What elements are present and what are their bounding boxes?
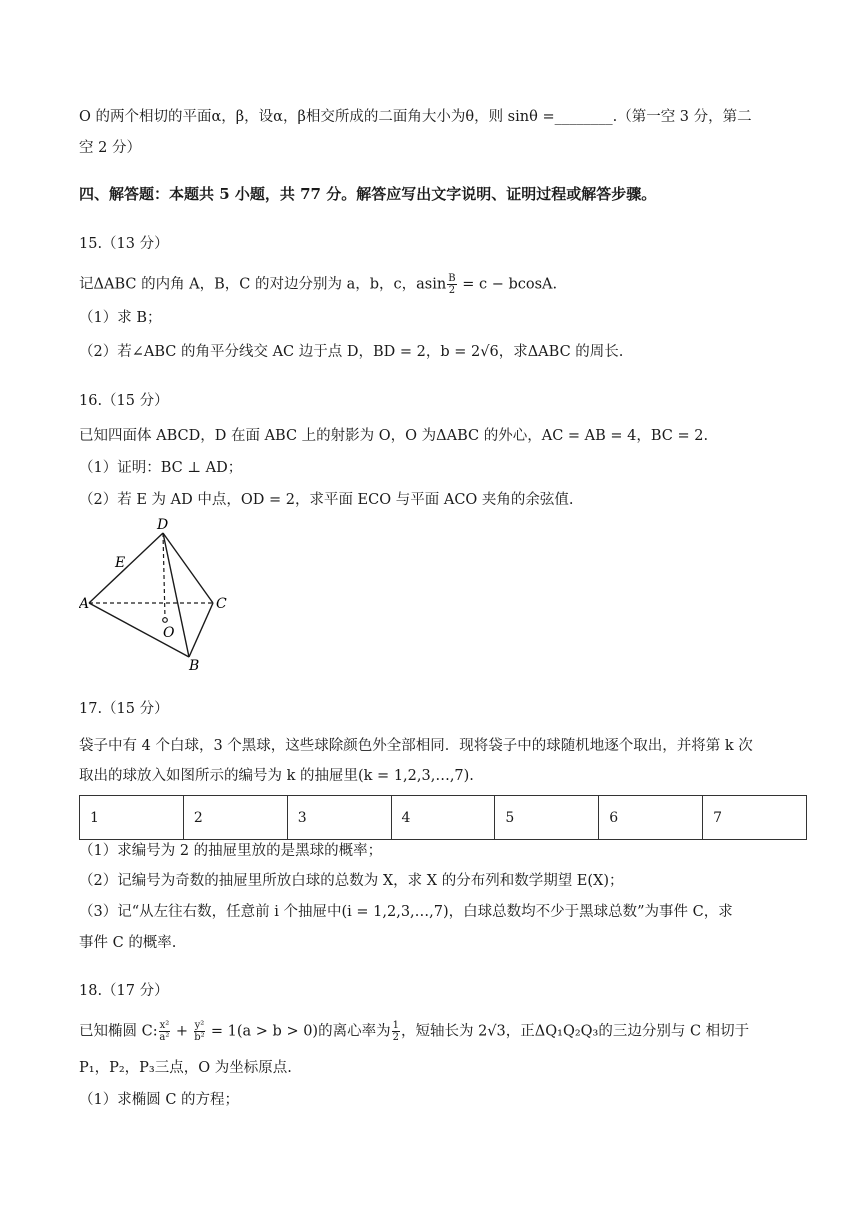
q15-fraction [447, 273, 456, 296]
tetrahedron-figure [79, 515, 259, 675]
table-row [80, 796, 807, 840]
q17-number: 17.（15 分） [79, 701, 169, 717]
q15-stem-prefix: 记ΔABC 的内角 A，B，C 的对边分别为 a，b，c，asin [79, 276, 447, 293]
q17-part2: （2）记编号为奇数的抽屉里所放白球的总数为 X，求 X 的分布列和数学期望 E(X)； [79, 873, 624, 889]
label-B: B [189, 658, 200, 674]
drawer-cell: 6 [599, 796, 703, 840]
label-O: O [163, 625, 175, 641]
point-O [163, 618, 168, 623]
prev-question-line-2: 空 2 分） [79, 140, 141, 156]
q16-stem: 已知四面体 ABCD，D 在面 ABC 上的射影为 O，O 为ΔABC 的外心，AC = AB = 4，BC = 2. [79, 428, 709, 444]
q15-frac-den: 2 [448, 285, 456, 296]
drawer-cell: 2 [183, 796, 287, 840]
q18-stem-line2: P₁，P₂，P₃三点，O 为坐标原点. [79, 1060, 292, 1076]
drawer-cell: 7 [703, 796, 807, 840]
q17-stem-line1: 袋子中有 4 个白球，3 个黑球，这些球除颜色外全部相同．现将袋子中的球随机地逐个取出，并将第 k 次 [79, 738, 753, 754]
q15-frac-num: B [448, 273, 456, 284]
q17-stem-line2: 取出的球放入如图所示的编号为 k 的抽屉里(k = 1,2,3,…,7). [79, 768, 474, 784]
q18-stem-line1 [79, 1020, 749, 1043]
q16-number: 16.（15 分） [79, 393, 169, 409]
drawer-cell: 1 [80, 796, 184, 840]
q15-stem [79, 273, 557, 296]
q18-stem-b: = 1(a > b > 0)的离心率为 [206, 1023, 391, 1040]
drawer-cell: 3 [287, 796, 391, 840]
edge-AD [89, 533, 163, 603]
q17-part3-line2: 事件 C 的概率. [79, 935, 177, 951]
q18-frac-y-den: b² [194, 1032, 205, 1043]
label-C: C [216, 596, 227, 612]
q17-part3-line1: （3）记“从左往右数，任意前 i 个抽屉中(i = 1,2,3,…,7)，白球总数均不少于黑球总数”为事件 C，求 [79, 904, 733, 920]
q18-frac-y-num: y² [194, 1020, 205, 1031]
q18-frac-ecc-num: 1 [392, 1020, 399, 1031]
section-heading: 四、解答题：本题共 5 小题，共 77 分。解答应写出文字说明、证明过程或解答步骤。 [79, 185, 657, 203]
q16-part2: （2）若 E 为 AD 中点，OD = 2，求平面 ECO 与平面 ACO 夹角的余弦值. [79, 492, 574, 508]
label-D: D [157, 517, 169, 533]
q18-stem-a: 已知椭圆 C: [79, 1023, 158, 1040]
q18-part1: （1）求椭圆 C 的方程； [79, 1092, 240, 1108]
label-E: E [115, 555, 126, 571]
edge-CB [189, 603, 213, 657]
q18-frac-y [194, 1020, 206, 1043]
q18-frac-ecc [392, 1020, 400, 1043]
q18-frac-x-num: x² [159, 1020, 170, 1031]
drawer-cell: 4 [391, 796, 495, 840]
q18-frac-x-den: a² [159, 1032, 170, 1043]
q18-stem-c: ，短轴长为 2√3，正ΔQ₁Q₂Q₃的三边分别与 C 相切于 [400, 1023, 750, 1040]
q17-part1: （1）求编号为 2 的抽屉里放的是黑球的概率； [79, 843, 383, 859]
segment-DO-dashed [163, 533, 165, 619]
q16-part1: （1）证明：BC ⊥ AD； [79, 460, 243, 476]
prev-question-line-1: O 的两个相切的平面α，β，设α，β相交所成的二面角大小为θ，则 sinθ =________.（第一空 3 分，第二 [79, 109, 752, 125]
label-A: A [79, 596, 90, 612]
q15-stem-suffix: = c − bcosA. [457, 276, 558, 293]
drawer-cell: 5 [495, 796, 599, 840]
q18-plus: + [171, 1023, 193, 1040]
q15-part2: （2）若∠ABC 的角平分线交 AC 边于点 D，BD = 2，b = 2√6，求ΔABC 的周长. [79, 344, 624, 360]
q18-frac-x [159, 1020, 171, 1043]
q18-number: 18.（17 分） [79, 983, 169, 999]
q15-number: 15.（13 分） [79, 236, 169, 252]
drawer-table [79, 795, 807, 840]
q15-part1: （1）求 B； [79, 310, 162, 326]
q18-frac-ecc-den: 2 [392, 1032, 399, 1043]
